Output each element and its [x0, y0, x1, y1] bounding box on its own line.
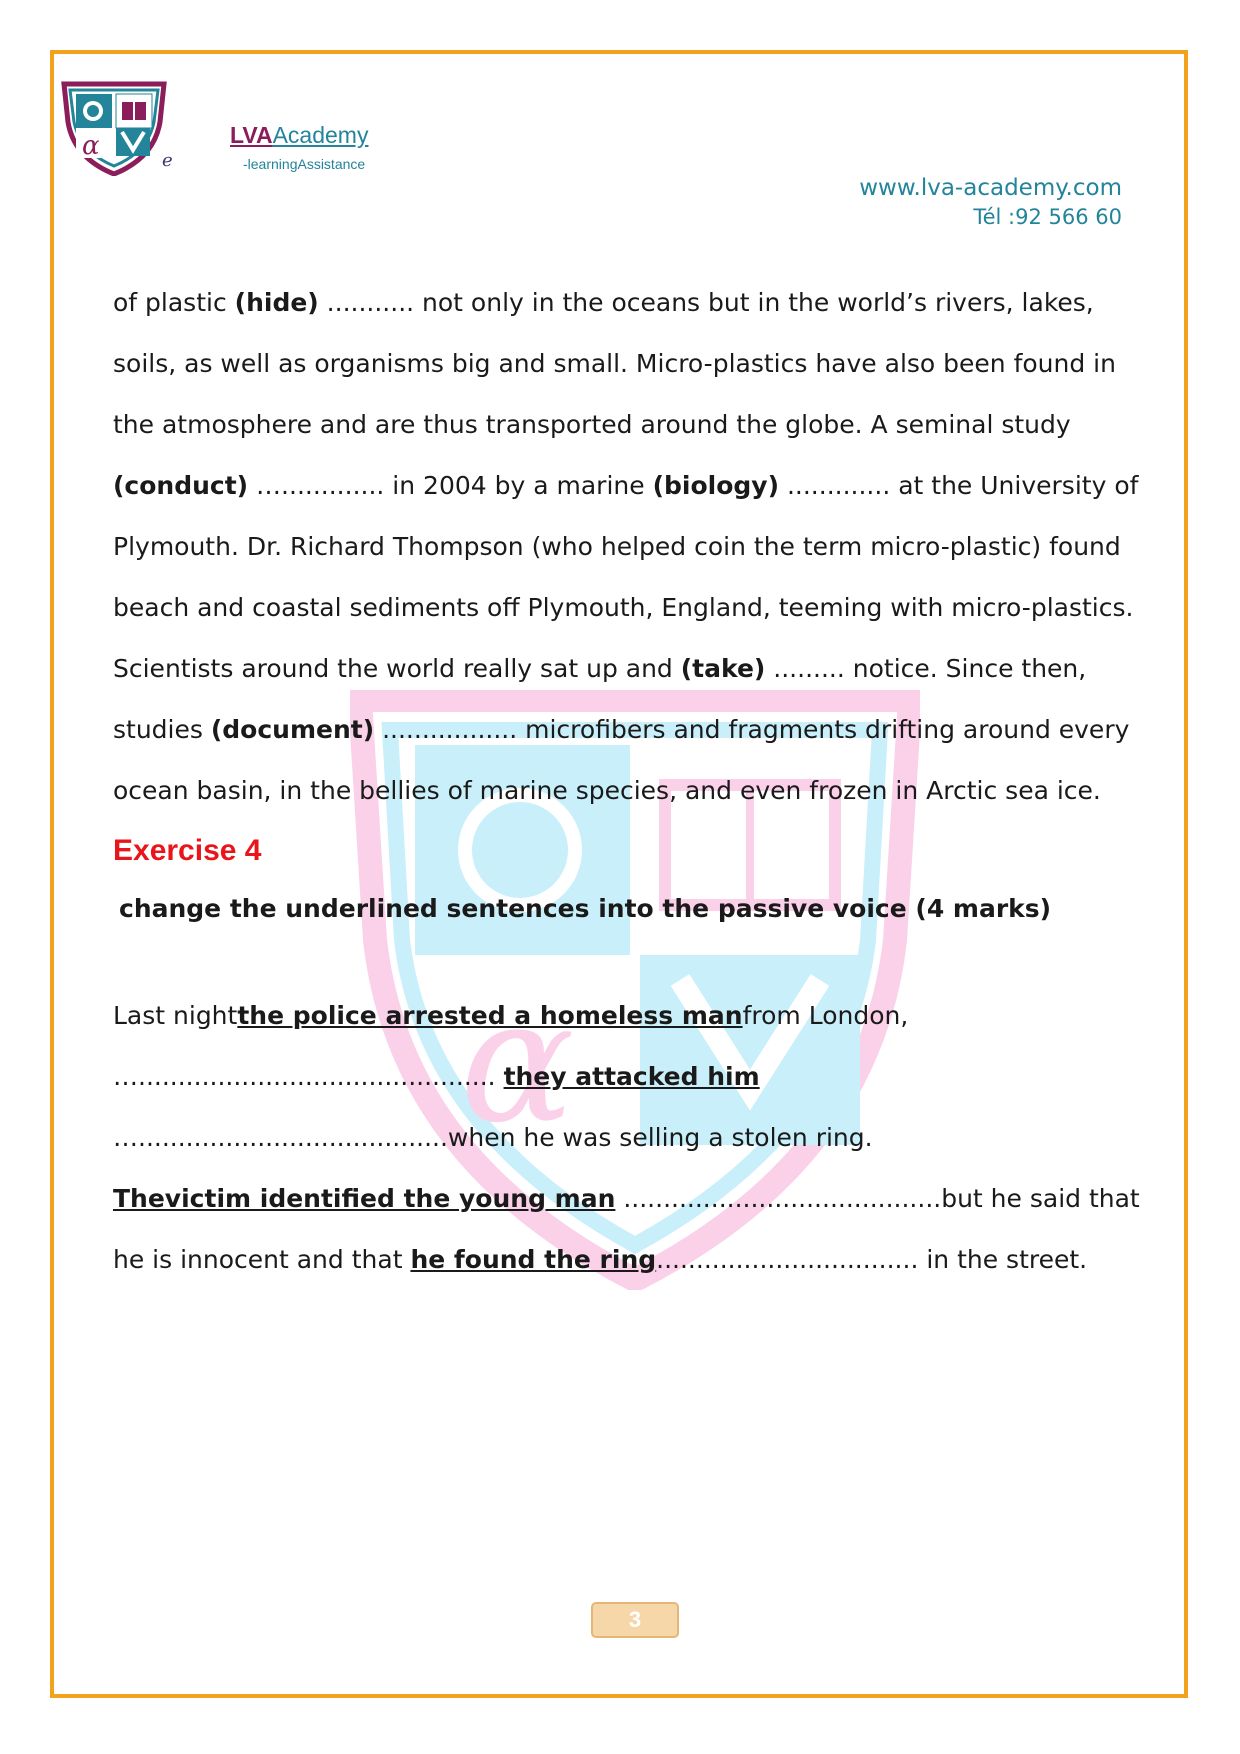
text-segment: ............. at the University of Plymouth. Dr. Richard Thompson (who helped coin the term micro-plastic) found beach and coastal sediments off Plymouth, England, teeming with micro-plastics. Scientists around the world really sat up and [113, 471, 1139, 683]
verb-prompt: (conduct) [113, 471, 249, 500]
text-segment: ........................................but he said that he is innocent and that [113, 1184, 1140, 1274]
svg-text:α: α [82, 131, 100, 161]
text-segment: ........... not only in the oceans but in the world’s rivers, lakes, soils, as well as organisms big and small. Micro-plastics have also been found in the atmosphere and are thus transported around the globe. A seminal study [113, 288, 1116, 439]
page-number-badge [591, 1602, 679, 1638]
text-segment: …............................................. [113, 1062, 504, 1091]
text-segment: ................. microfibers and fragments drifting around every ocean basin, in the bellies of marine species, and even frozen in Arctic sea ice. [113, 715, 1130, 805]
verb-prompt: (biology) [652, 471, 780, 500]
text-segment: …............. in 2004 by a marine [248, 471, 653, 500]
contact-block [859, 174, 1122, 232]
brand-academy: Academy [272, 122, 369, 148]
passage-text [113, 272, 1163, 821]
page-number: 3 [628, 1607, 642, 1632]
academy-logo-icon [58, 78, 170, 176]
underlined-sentence: the police arrested a homeless man [237, 1001, 743, 1030]
text-segment: of plastic [113, 288, 235, 317]
exercise-title: Exercise 4 [113, 834, 262, 867]
verb-prompt: (document) [210, 715, 375, 744]
text-segment: from London, [742, 1001, 909, 1030]
phone-number: Tél :92 566 60 [973, 205, 1122, 229]
exercise-instruction: change the underlined sentences into the passive voice (4 marks) [119, 894, 1052, 923]
text-segment: ......... notice. Since then, studies [113, 654, 1087, 744]
svg-text:α: α [460, 963, 575, 1161]
verb-prompt: (take) [680, 654, 766, 683]
brand-name [230, 122, 368, 149]
exercise-text [113, 985, 1163, 1290]
underlined-sentence: Thevictim identified the young man [113, 1184, 616, 1213]
text-segment: ................................. in the street. [656, 1245, 1088, 1274]
website-link[interactable]: www.lva-academy.com [859, 175, 1122, 201]
logo-letter: e [162, 150, 173, 171]
text-segment: ….......................................when he was selling a stolen ring. [113, 1123, 873, 1152]
underlined-sentence: he found the ring [410, 1245, 657, 1274]
brand-lv: LVA [230, 122, 273, 148]
underlined-sentence: they attacked him [503, 1062, 760, 1091]
text-segment: Last night [113, 1001, 238, 1030]
brand-tagline: -learningAssistance [243, 156, 366, 172]
page-content [113, 272, 1163, 1290]
verb-prompt: (hide) [234, 288, 319, 317]
